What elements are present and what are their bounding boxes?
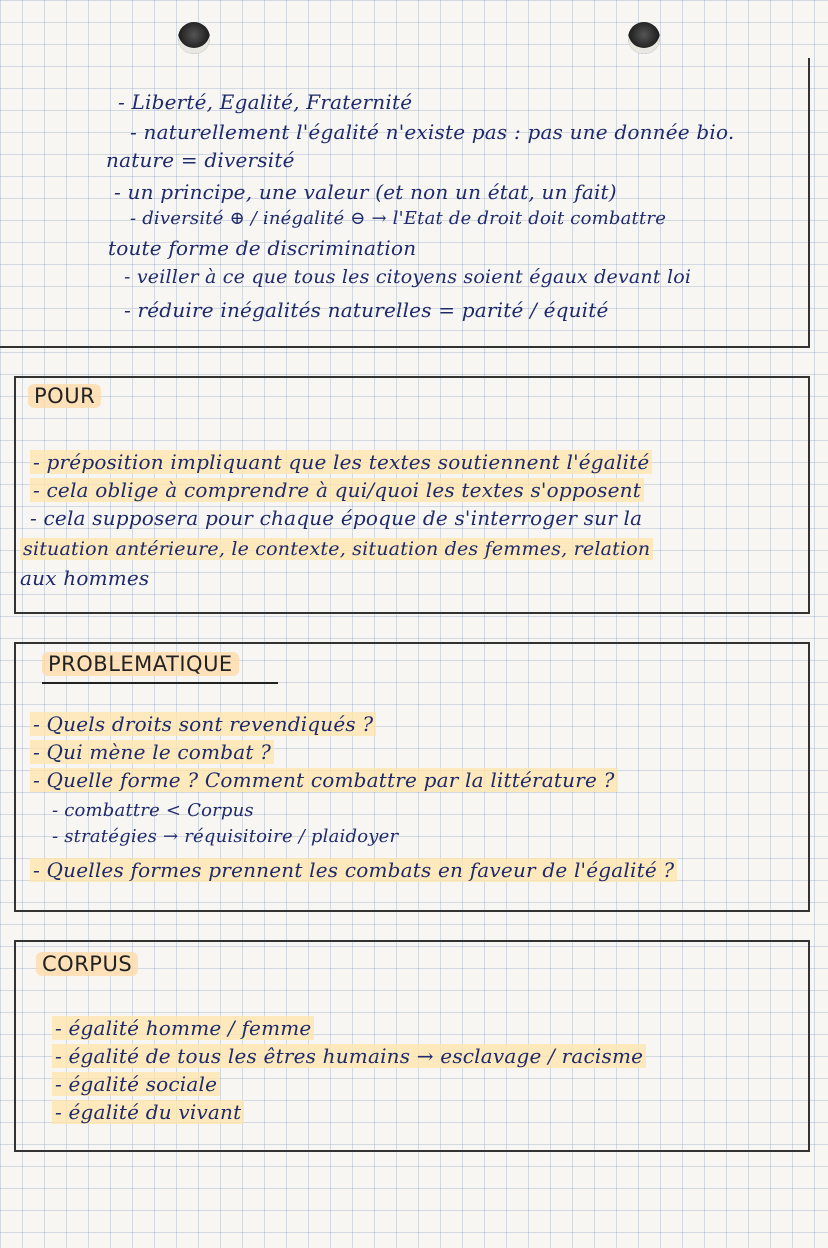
binder-hole-right: [628, 22, 660, 54]
note-line: - naturellement l'égalité n'existe pas : pas une donnée bio.: [130, 120, 735, 144]
note-line: - Quels droits sont revendiqués ?: [30, 712, 376, 736]
section-heading: PROBLEMATIQUE: [42, 652, 239, 676]
note-line: - un principe, une valeur (et non un état, un fait): [114, 180, 617, 204]
note-line: - égalité sociale: [52, 1072, 220, 1096]
note-line: - préposition impliquant que les textes soutiennent l'égalité: [30, 450, 652, 474]
section-heading: CORPUS: [36, 952, 138, 976]
note-line: - égalité du vivant: [52, 1100, 244, 1124]
note-line: - stratégies → réquisitoire / plaidoyer: [52, 826, 399, 847]
heading-underline: [42, 682, 278, 684]
binder-hole-left: [178, 22, 210, 54]
note-line: - cela supposera pour chaque époque de s'interroger sur la: [30, 506, 643, 530]
note-line: - combattre < Corpus: [52, 800, 254, 821]
note-line: - veiller à ce que tous les citoyens soient égaux devant loi: [124, 266, 692, 288]
note-line: - diversité ⊕ / inégalité ⊖ → l'Etat de droit doit combattre: [130, 208, 667, 229]
note-line: aux hommes: [20, 566, 150, 590]
note-line: - Quelle forme ? Comment combattre par la littérature ?: [30, 768, 618, 792]
note-line: - cela oblige à comprendre à qui/quoi les textes s'opposent: [30, 478, 644, 502]
note-line: - égalité de tous les êtres humains → esclavage / racisme: [52, 1044, 646, 1068]
note-line: toute forme de discrimination: [108, 236, 417, 260]
section-heading: POUR: [28, 384, 101, 408]
note-line: - Qui mène le combat ?: [30, 740, 274, 764]
note-line: - réduire inégalités naturelles = parité / équité: [124, 298, 609, 322]
note-line: - Liberté, Egalité, Fraternité: [118, 90, 413, 114]
note-line: situation antérieure, le contexte, situation des femmes, relation: [20, 538, 653, 560]
note-line: - Quelles formes prennent les combats en faveur de l'égalité ?: [30, 858, 677, 882]
note-line: nature = diversité: [106, 148, 295, 172]
note-line: - égalité homme / femme: [52, 1016, 314, 1040]
